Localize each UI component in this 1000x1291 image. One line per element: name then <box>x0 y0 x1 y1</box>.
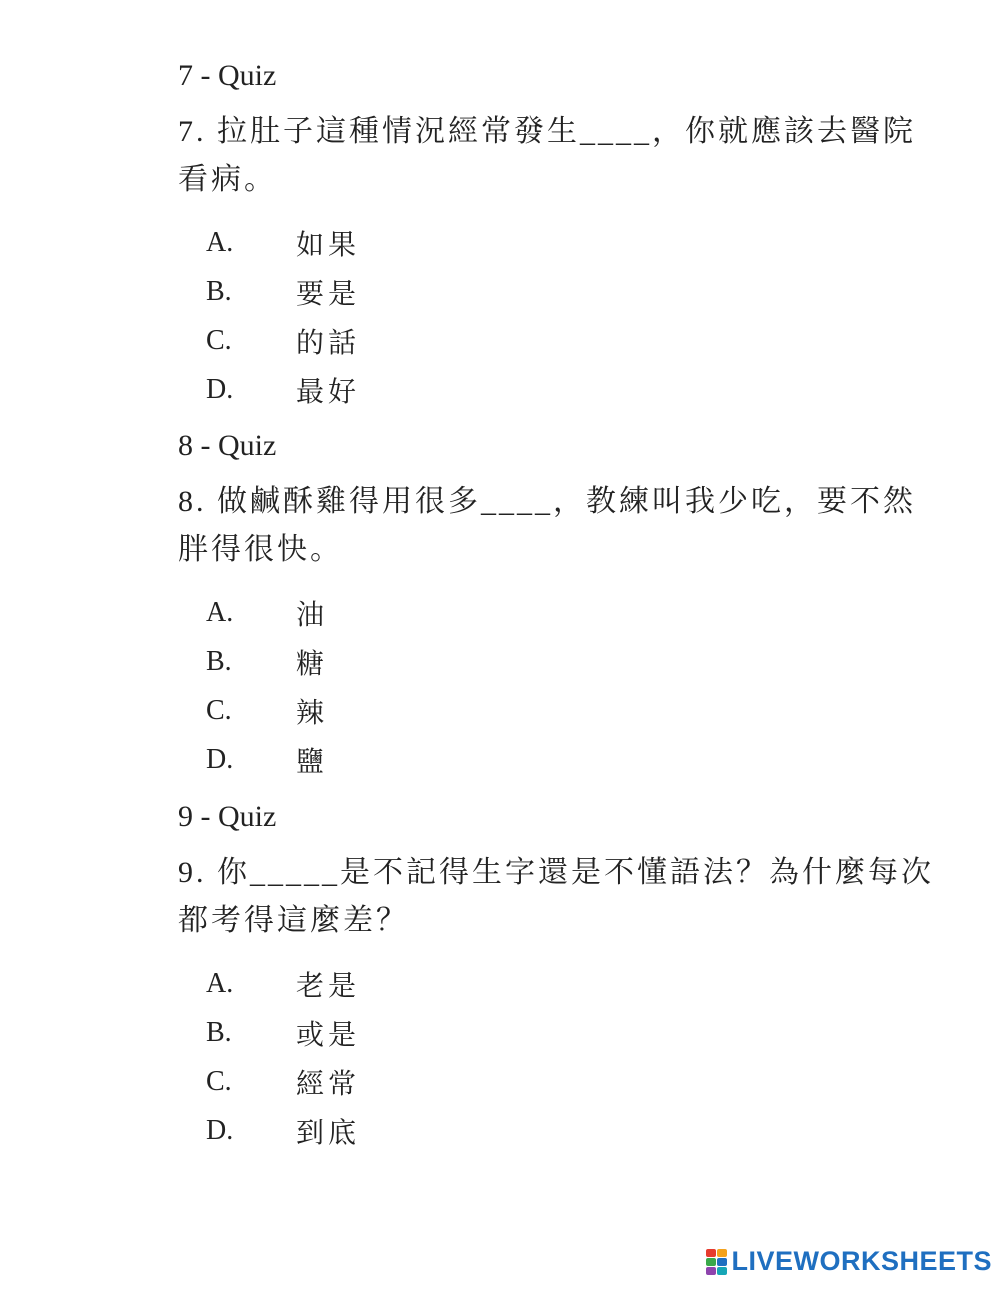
option-letter: A. <box>206 226 234 258</box>
option-b[interactable] <box>206 267 938 316</box>
quiz-heading: 7 - Quiz <box>178 59 277 92</box>
quiz-heading: 9 - Quiz <box>178 800 277 833</box>
logo-block <box>717 1258 727 1266</box>
option-text: 鹽 <box>296 746 329 778</box>
logo-block <box>706 1249 716 1257</box>
option-letter: C. <box>206 324 232 356</box>
option-a[interactable] <box>206 588 938 637</box>
option-letter: C. <box>206 1065 232 1097</box>
option-letter: C. <box>206 694 232 726</box>
option-text: 辣 <box>296 697 329 729</box>
option-b[interactable] <box>206 637 938 686</box>
option-text: 到底 <box>296 1117 361 1149</box>
option-text: 要是 <box>296 278 361 310</box>
option-letter: D. <box>206 373 234 405</box>
option-letter: B. <box>206 1016 232 1048</box>
option-d[interactable] <box>206 735 938 784</box>
option-text: 最好 <box>296 376 361 408</box>
option-c[interactable] <box>206 686 938 735</box>
logo-block <box>706 1267 716 1275</box>
quiz-8 <box>178 428 938 784</box>
question-text: 7. 拉肚子這種情況經常發生____，你就應該去醫院看病。 <box>178 115 916 196</box>
options-list <box>206 588 938 784</box>
option-letter: D. <box>206 1114 234 1146</box>
option-letter: D. <box>206 743 234 775</box>
quiz-9 <box>178 799 938 1155</box>
options-list <box>206 218 938 414</box>
option-text: 糖 <box>296 648 329 680</box>
option-c[interactable] <box>206 1057 938 1106</box>
logo-block <box>706 1258 716 1266</box>
option-d[interactable] <box>206 365 938 414</box>
quiz-7 <box>178 58 938 414</box>
option-d[interactable] <box>206 1106 938 1155</box>
option-text: 如果 <box>296 229 361 261</box>
brand-text: LIVEWORKSHEETS <box>731 1246 992 1276</box>
logo-block <box>717 1249 727 1257</box>
question-text: 8. 做鹹酥雞得用很多____，教練叫我少吃，要不然胖得很快。 <box>178 485 916 566</box>
logo-block <box>717 1267 727 1275</box>
option-a[interactable] <box>206 218 938 267</box>
liveworksheets-brand <box>706 1246 992 1277</box>
liveworksheets-logo-icon <box>706 1249 727 1275</box>
option-a[interactable] <box>206 959 938 1008</box>
option-text: 油 <box>296 599 329 631</box>
option-letter: B. <box>206 645 232 677</box>
option-b[interactable] <box>206 1008 938 1057</box>
option-text: 或是 <box>296 1019 361 1051</box>
option-text: 的話 <box>296 327 361 359</box>
options-list <box>206 959 938 1155</box>
option-letter: A. <box>206 596 234 628</box>
option-c[interactable] <box>206 316 938 365</box>
quiz-heading: 8 - Quiz <box>178 429 277 462</box>
option-text: 經常 <box>296 1068 361 1100</box>
option-letter: A. <box>206 967 234 999</box>
option-text: 老是 <box>296 970 361 1002</box>
question-text: 9. 你_____是不記得生字還是不懂語法？為什麼每次都考得這麼差？ <box>178 856 934 937</box>
option-letter: B. <box>206 275 232 307</box>
